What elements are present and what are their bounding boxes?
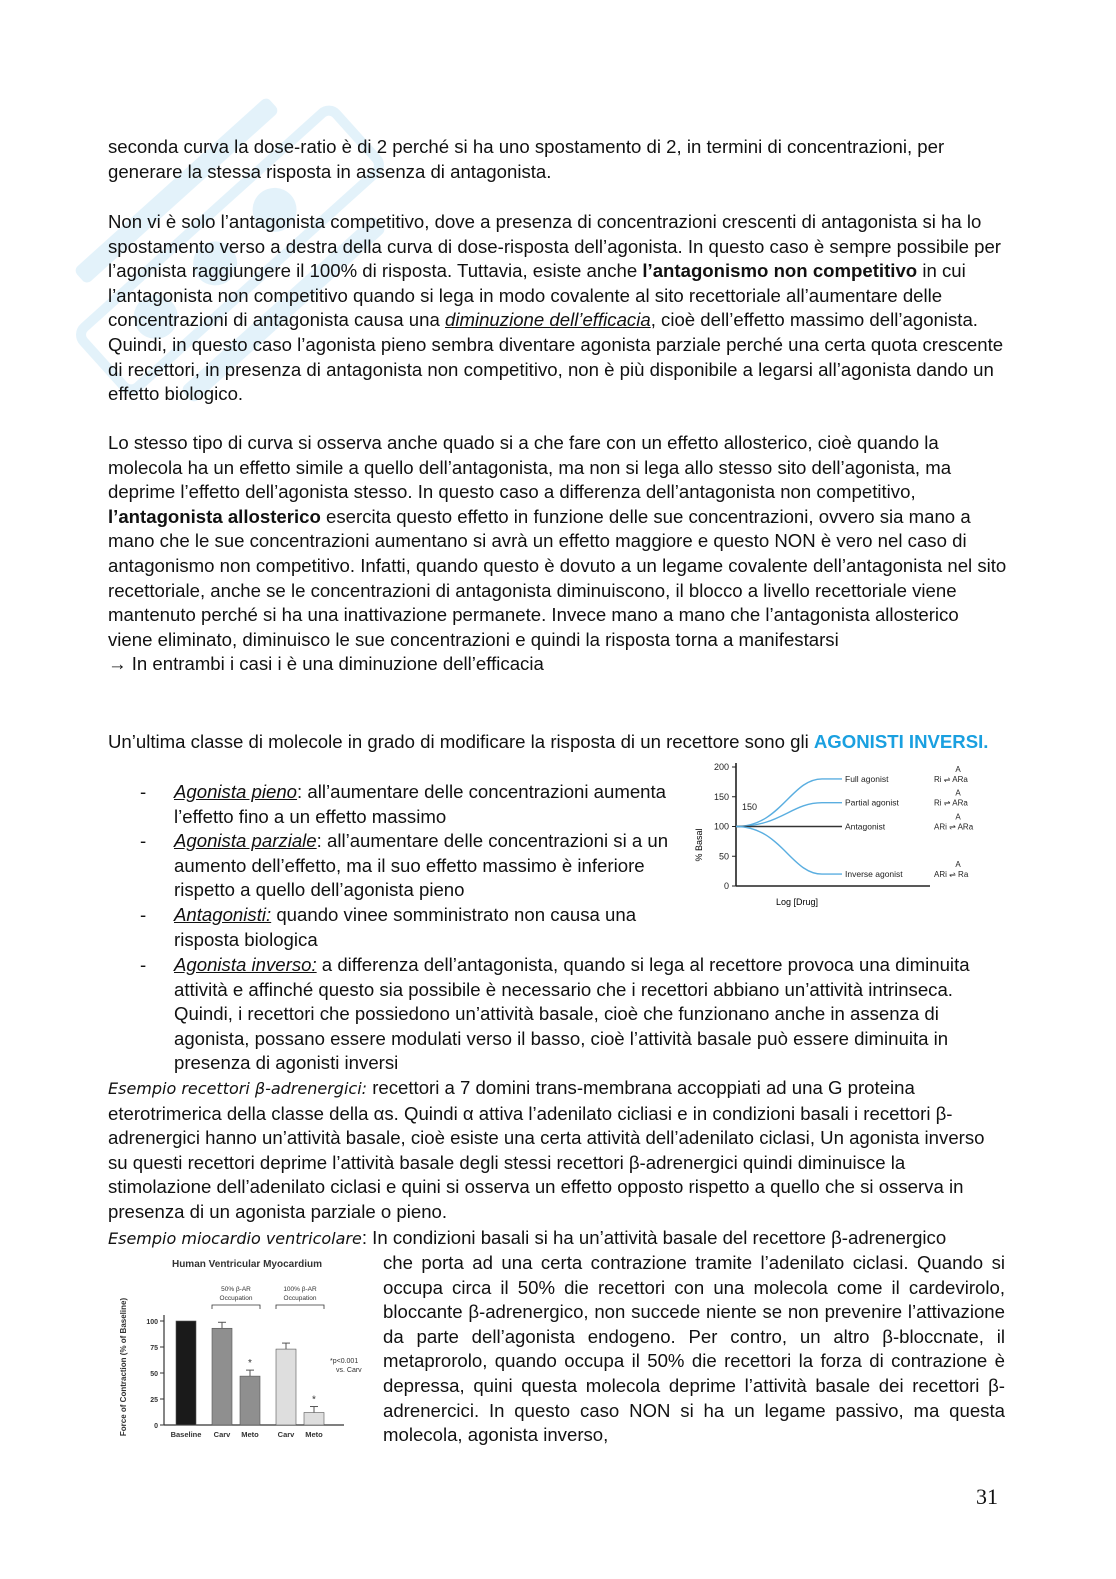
y-tick-label: 0 [154,1423,158,1430]
bullet-inverse-agonist [108,953,988,1076]
series-label: Inverse agonist [845,869,903,880]
bullet-antagonist [108,903,688,952]
series-label: Antagonist [845,821,886,832]
y-tick-label: 25 [150,1397,158,1404]
scheme-equilibrium: ARi ⇌ Ra [934,870,969,880]
bar-1 [212,1328,232,1425]
y-tick-label: 0 [723,881,729,891]
text-run: , cioè dell’effetto massimo dell’agonista. Quindi, in questo caso l’agonista pieno sembra diventare agonista parziale perché una certa quota crescente di recettori, in presenza di antagonista non competitivo, non è più disponibile a legarsi all’agonista dando un effetto biologico. [108,309,1004,405]
significance-mark: * [248,1358,252,1370]
text-run: esercita questo effetto in funzione delle sue concentrazioni, ovvero sia mano a mano che le sue concentrazioni aumentano si avrà un effetto maggiore e questo NON è vero nel caso di antagonismo non competitivo. Infatti, quando questo è dovuto a un legame covalente dell’antagonista nel sito recettoriale, anche se le concentrazioni di antagonista diminuiscono, il blocco a livello recettoriale viene mantenuto perché si ha una inattivazione permanete. Invece mano a mano che l’antagonista allosterico viene eliminato, diminuisco le sue concentrazioni e quindi la risposta torna a manifestarsi [108,505,1007,650]
chart-note: *p<0.001 [330,1358,359,1365]
scheme-equilibrium: Ri ⇌ ARa [934,774,968,784]
example-text: : In condizioni basali si ha un’attività basale del recettore β-adrenergico [361,1227,947,1248]
text-run: Lo stesso tipo di curva si osserva anche quado si a che fare con un effetto allosterico, cioè quando la molecola ha un effetto simile a quello dell’antagonista, ma non si lega allo stesso sito dell’agonista, ma deprime l’effetto dell’agonista stesso. In questo caso a differenza dell’antagonista non competitivo, [108,432,952,503]
bar-2 [240,1376,260,1425]
category-label: Baseline [170,1430,202,1439]
y-axis-label: Force of Contraction (% of Baseline) [119,1297,128,1437]
bullet-list-long [108,953,988,1076]
bullet-term: Antagonisti: [174,903,272,925]
y-tick-label: 200 [713,762,729,772]
chart-note: vs. Carv [336,1367,362,1374]
example-label: Esempio miocardio ventricolare [108,1229,362,1248]
scheme-letter: A [955,788,961,798]
chart-title: Human Ventricular Myocardium [171,1259,323,1270]
bullet-term: Agonista parziale [174,830,317,852]
category-label: Carv [277,1430,295,1439]
paragraph-1: seconda curva la dose-ratio è di 2 perché si ha uno spostamento di 2, in termini di concentrazioni, per generare la stessa risposta in assenza di antagonista. [108,136,945,182]
bullet-partial-agonist [108,829,688,903]
category-label: Meto [241,1430,259,1439]
bullet-text: : all’aumentare delle concentrazioni aumenta l’effetto fino a un effetto massimo [174,781,667,827]
y-tick-label: 150 [713,791,729,802]
scheme-letter: A [955,860,961,870]
y-tick-label: 100 [146,1319,158,1326]
y-tick-label: 50 [718,851,729,862]
term-allosteric: l’antagonista allosterico [108,505,321,527]
bullet-full-agonist [108,780,688,829]
category-label: Meto [305,1430,323,1439]
page-number: 31 [976,1484,998,1509]
example-myocardium-lead [108,1226,1008,1252]
bullet-term: Agonista pieno [174,781,298,802]
bullet-text: : all’aumentare delle concentrazioni si a un aumento dell’effetto, ma il suo effetto massimo è inferiore rispetto a quello dell’agonista pieno [174,830,669,901]
annotation-label: 150 [742,801,758,812]
bullet-term: Agonista inverso: [174,954,317,975]
series-line-3 [736,827,842,875]
example-text: recettori a 7 domini trans-membrana accoppiati ad una G proteina eterotrimerica della classe della αs. Quindi α attiva l’adenilato cicliasi e in condizioni basali i recettori β-adrenergici hanno un’attività basale, cioè esiste una certa attività dell’adenilato ciclasi, Un agonista inverso su questi recettori deprime l’attività basale degli stessi recettori β-adrenergici quindi diminuisce la stimolazione dell’adenilato ciclasi e quini si osserva un effetto opposto rispetto a quello che si osserva in presenza di un agonista parziale o pieno. [108,1077,985,1222]
bar-4 [304,1413,324,1425]
term-noncompetitive: l’antagonismo non competitivo [642,260,918,282]
scheme-equilibrium: ARi ⇌ ARa [934,822,974,832]
dose-response-chart [690,757,1010,912]
paragraph-inverse-intro [108,730,1008,755]
group-bracket [212,1305,260,1309]
paragraph-allosteric [108,431,1008,677]
text-run: Non vi è solo l’antagonista competitivo, dove a presenza di concentrazioni crescenti di antagonista si ha lo spostamento verso a destra della curva di dose-risposta dell’agonista. In questo caso è sempre possibile per l’agonista raggiungere il 100% di risposta. Tuttavia, esiste anche [108,211,1001,282]
x-axis-label: Log [Drug] [775,897,819,907]
scheme-letter: A [955,764,961,774]
example-label: Esempio recettori β-adrenergici: [108,1079,368,1098]
group-label: 100% β-AR [283,1286,317,1293]
conclusion-arrow-line: → In entrambi i casi i è una diminuzione dell’efficacia [108,653,544,675]
series-label: Full agonist [845,773,889,784]
text-run: in cui l’antagonista non competitivo quando si lega in modo covalente al sito recettoriale all’aumentare delle concentrazioni di antagonista causa una [108,260,966,331]
term-efficacy-decrease: diminuzione dell’efficacia [445,309,651,331]
group-bracket [276,1305,324,1309]
y-axis-label: % Basal [694,828,704,862]
bullet-list-short [108,780,688,952]
y-tick-label: 75 [150,1345,158,1352]
paragraph-noncompetitive [108,210,1008,407]
y-tick-label: 50 [150,1371,158,1378]
example-beta-adrenergic [108,1076,1008,1225]
group-label: 50% β-AR [221,1286,251,1293]
myocardium-bar-chart [112,1255,374,1445]
group-label: Occupation [283,1295,317,1302]
term-inverse-agonists: AGONISTI INVERSI. [813,731,989,752]
bar-0 [176,1321,196,1425]
group-label: Occupation [219,1295,253,1302]
bullet-text: a differenza dell’antagonista, quando si lega al recettore provoca una diminuita attività e affinché questo sia possibile è necessario che i recettori abbiano un’attività intrinseca. Quindi, i recettori che possiedono un’attività basale, cioè che funzionano anche in assenza di agonista, possano essere modulati verso il basso, cioè l’attività basale può essere diminuita in presenza di agonisti inversi [174,954,970,1074]
scheme-equilibrium: Ri ⇌ ARa [934,798,968,808]
bar-3 [276,1349,296,1425]
bullet-text: quando vinee somministrato non causa una risposta biologica [174,903,637,950]
scheme-letter: A [955,812,961,822]
category-label: Carv [213,1430,231,1439]
text-run: Un’ultima classe di molecole in grado di modificare la risposta di un recettore sono gli [108,731,814,752]
significance-mark: * [312,1394,316,1406]
example-myocardium-text: che porta ad una certa contrazione tramite l’adenilato ciclasi. Quando si occupa circa il 50% die recettori con una molecola come il cardevirolo, bloccante β-adrenergico, non succede niente se non prevenire l’attivazione da parte dell’agonista endogeno. Per contro, un altro β-bloccnate, il metaprorolo, quando occupa il 50% die recettori la forza di contrazione è depressa, quini questa molecola deprime l’attività basale dei recettori β-adrenercici. In questo caso NON si ha un legame passivo, ma questa molecola, agonista inverso, [383,1252,1005,1446]
y-tick-label: 100 [713,821,729,832]
series-label: Partial agonist [845,797,899,808]
